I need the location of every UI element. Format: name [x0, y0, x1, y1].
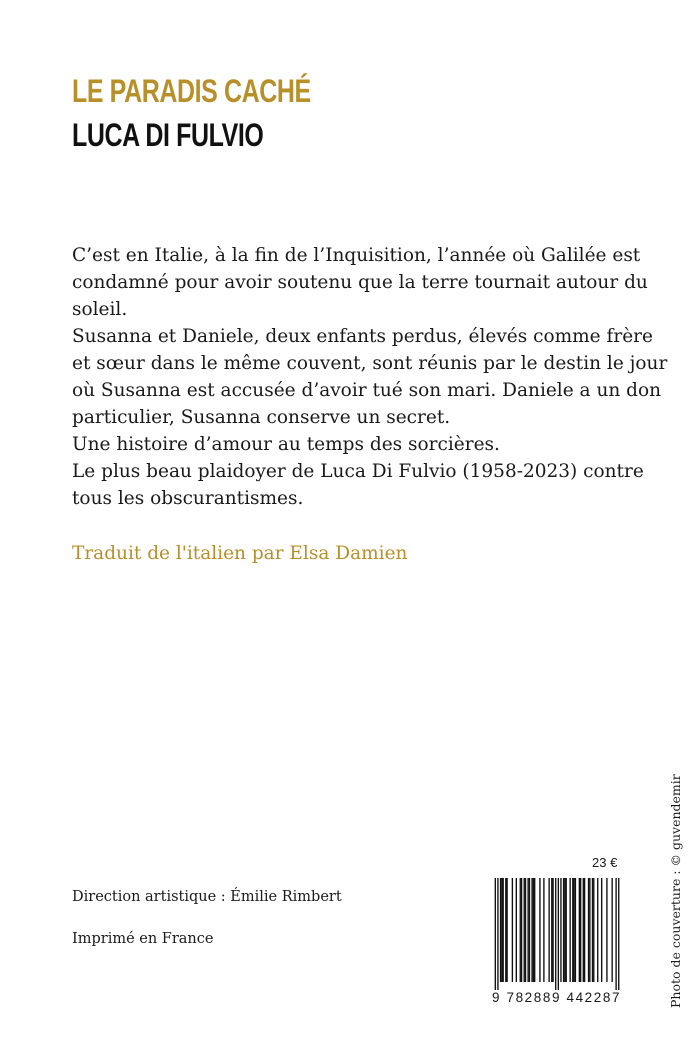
back-cover-blurb	[72, 242, 668, 512]
barcode-bar	[500, 878, 501, 982]
barcode-bar	[575, 878, 576, 982]
blurb-line: C’est en Italie, à la fin de l’Inquisition, l’année où Galilée est	[72, 245, 641, 266]
barcode-bar	[548, 878, 549, 982]
barcode-bar	[534, 878, 535, 982]
barcode-bar	[533, 878, 534, 982]
isbn-barcode	[492, 878, 622, 1014]
barcode-bar	[579, 878, 580, 982]
barcode-bar	[503, 878, 504, 982]
barcode-bar	[501, 878, 502, 982]
blurb-line: où Susanna est accusée d’avoir tué son mari. Daniele a un don	[72, 380, 662, 401]
barcode-bar	[529, 878, 530, 982]
barcode-bar	[495, 878, 496, 990]
barcode-bar	[505, 878, 506, 982]
barcode-bar	[560, 878, 561, 982]
blurb-line: Le plus beau plaidoyer de Luca Di Fulvio (1958-2023) contre	[72, 461, 644, 482]
barcode-bar	[531, 878, 532, 982]
barcode-bar	[563, 878, 564, 982]
barcode-bar	[524, 878, 525, 982]
barcode-bar	[592, 878, 593, 982]
isbn-number: 9 782889 442287	[492, 990, 622, 1005]
barcode-bar	[589, 878, 590, 982]
barcode-bar	[564, 878, 565, 982]
price-label: 23 €	[592, 855, 618, 870]
blurb-line: tous les obscurantismes.	[72, 488, 304, 509]
barcode-bar	[615, 878, 616, 990]
barcode-bar	[593, 878, 594, 982]
barcode-bar	[525, 878, 526, 982]
barcode-bar	[558, 878, 559, 990]
barcode-bar	[601, 878, 602, 982]
blurb-line: et sœur dans le même couvent, sont réunis par le destin le jour	[72, 353, 668, 374]
blurb-line: Une histoire d’amour au temps des sorcières.	[72, 434, 500, 455]
barcode-bar	[543, 878, 544, 982]
barcode-bar	[618, 878, 619, 990]
blurb-line: soleil.	[72, 299, 128, 320]
barcode-bar	[552, 878, 553, 982]
barcode-bar	[527, 878, 528, 982]
barcode-bar	[516, 878, 517, 982]
book-author: LUCA DI FULVIO	[72, 117, 264, 153]
barcode-bar	[611, 878, 612, 982]
barcode-bar	[566, 878, 567, 982]
printed-in-label: Imprimé en France	[72, 931, 214, 947]
barcode-bar	[606, 878, 607, 982]
barcode-bar	[597, 878, 598, 982]
barcode-bar	[569, 878, 570, 982]
barcode-bar	[551, 878, 552, 982]
art-direction-credit: Direction artistique : Émilie Rimbert	[72, 889, 342, 905]
barcode-bar	[588, 878, 589, 982]
blurb-line: particulier, Susanna conserve un secret.	[72, 407, 451, 428]
barcode-bar	[584, 878, 585, 982]
barcode-bar	[539, 878, 540, 982]
barcode-bar	[506, 878, 507, 982]
blurb-line: condamné pour avoir soutenu que la terre tournait autour du	[72, 272, 648, 293]
barcode-bar	[521, 878, 522, 982]
barcode-bar	[520, 878, 521, 982]
barcode-bar	[573, 878, 574, 982]
blurb-line: Susanna et Daniele, deux enfants perdus, élevés comme frère	[72, 326, 653, 347]
barcode-bar	[555, 878, 556, 990]
barcode-bar	[512, 878, 513, 982]
translator-credit: Traduit de l'italien par Elsa Damien	[72, 543, 408, 564]
barcode-bar	[497, 878, 498, 990]
book-title: LE PARADIS CACHÉ	[72, 73, 311, 109]
barcode-bar	[572, 878, 573, 982]
barcode-bar	[580, 878, 581, 982]
barcode-icon	[492, 878, 622, 990]
photo-credit: Photo de couverture : © guvendemir	[668, 774, 683, 1008]
barcode-bar	[583, 878, 584, 982]
